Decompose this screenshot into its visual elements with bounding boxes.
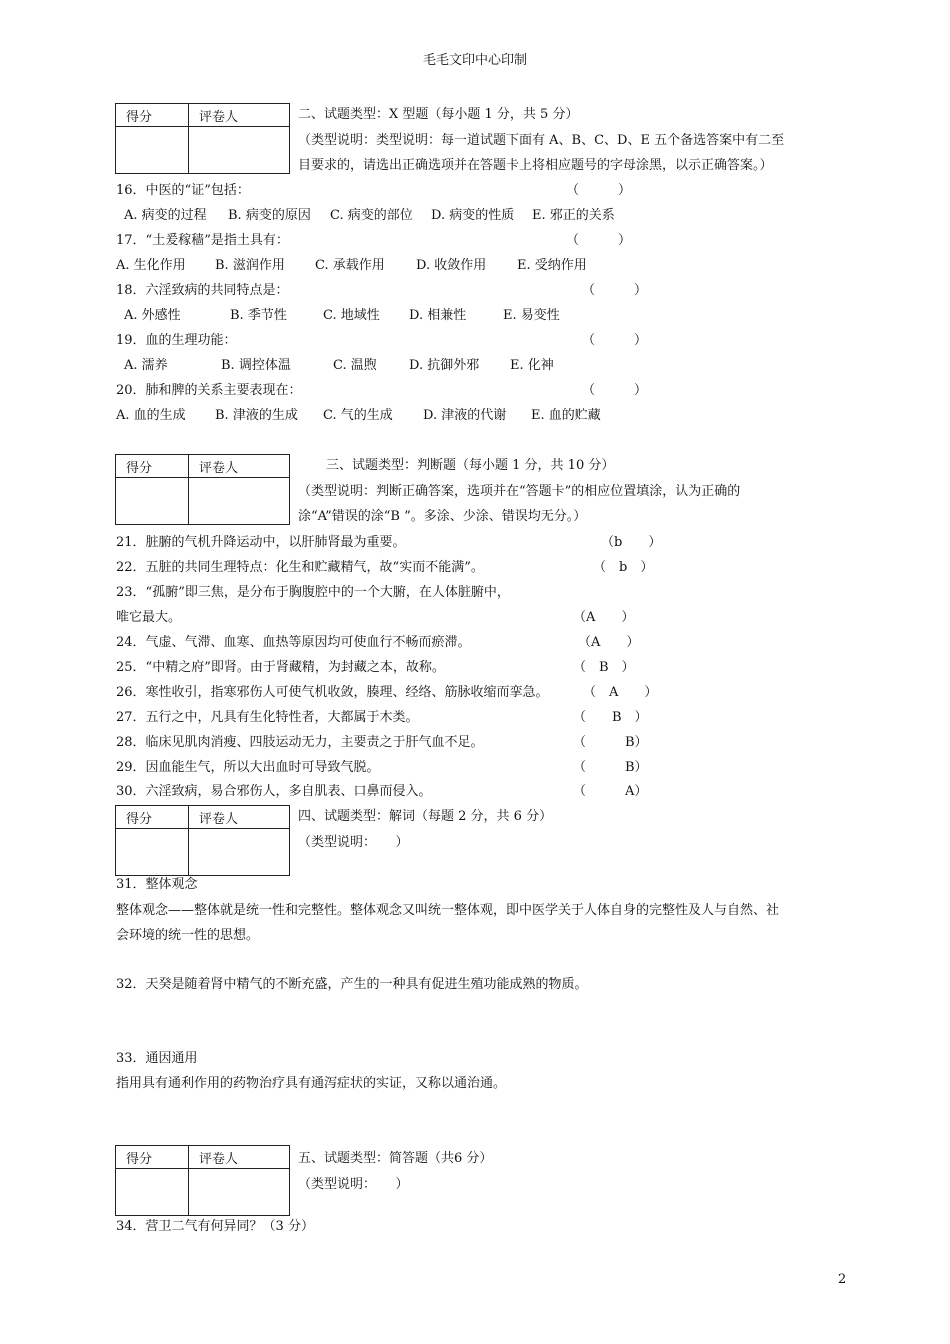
option[interactable]: C. 气的生成: [323, 408, 393, 423]
grader-cell[interactable]: [189, 1169, 290, 1216]
question-20: 20．肺和脾的关系主要表现在：: [116, 383, 302, 398]
question-18: 18．六淫致病的共同特点是：: [116, 283, 289, 298]
question-24: 24．气虚、气滞、血寒、血热等原因均可使血行不畅而瘀滞。: [116, 635, 471, 650]
question-32: 32．天癸是随着肾中精气的不断充盛，产生的一种具有促进生殖功能成熟的物质。: [116, 977, 588, 992]
score-label: 得分: [116, 1146, 189, 1169]
option[interactable]: D. 收敛作用: [416, 258, 487, 273]
sec2-note: 目要求的，请选出正确选项并在答题卡上将相应题号的字母涂黑，以示正确答案。）: [298, 158, 773, 173]
question-28: 28．临床见肌肉消瘦、四肢运动无力，主要责之于肝气血不足。: [116, 735, 484, 750]
question-17: 17．“土爰稼穑”是指土具有：: [116, 233, 289, 248]
answer-29[interactable]: （ B）: [573, 760, 648, 775]
option[interactable]: E. 化神: [510, 358, 554, 373]
answer-25[interactable]: （ B ）: [573, 660, 635, 675]
option[interactable]: B. 季节性: [230, 308, 287, 323]
option[interactable]: E. 受纳作用: [517, 258, 587, 273]
answer-21[interactable]: （b ）: [601, 535, 662, 550]
sec2-note: （类型说明：类型说明：每一道试题下面有 A、B、C、D、E 五个备选答案中有二至: [298, 133, 785, 148]
answer-33: 指用具有通利作用的药物治疗具有通泻症状的实证，又称以通治通。: [116, 1076, 507, 1091]
sec3-note: 涂“A”错误的涂“B ”。多涂、少涂、错误均无分。）: [298, 509, 587, 524]
option[interactable]: D. 相兼性: [409, 308, 467, 323]
answer-18[interactable]: （ ）: [582, 283, 648, 298]
sec5-title: 五、试题类型：简答题（共6 分）: [298, 1151, 493, 1166]
score-box-sec3: [115, 454, 290, 525]
question-33: 33．通因通用: [116, 1051, 198, 1066]
question-25: 25．“中精之府”即肾。由于肾藏精，为封藏之本，故称。: [116, 660, 445, 675]
option[interactable]: D. 津液的代谢: [423, 408, 507, 423]
option[interactable]: A. 外感性: [124, 308, 181, 323]
option[interactable]: C. 温煦: [333, 358, 377, 373]
option[interactable]: B. 津液的生成: [215, 408, 298, 423]
question-29: 29．因血能生气，所以大出血时可导致气脱。: [116, 760, 380, 775]
option[interactable]: C. 地域性: [323, 308, 380, 323]
score-label: 得分: [116, 104, 189, 127]
question-27: 27．五行之中，凡具有生化特性者，大都属于木类。: [116, 710, 419, 725]
option[interactable]: A. 血的生成: [116, 408, 186, 423]
score-box-sec5: [115, 1145, 290, 1216]
score-cell[interactable]: [116, 1169, 189, 1216]
question-23: 23．“孤腑”即三焦，是分布于胸腹腔中的一个大腑，在人体脏腑中，: [116, 585, 510, 600]
option[interactable]: A. 濡养: [124, 358, 168, 373]
grader-cell[interactable]: [189, 127, 290, 174]
option[interactable]: E. 邪正的关系: [532, 208, 615, 223]
page-number: 2: [838, 1272, 847, 1287]
sec3-title: 三、试题类型：判断题（每小题 1 分，共 10 分）: [326, 458, 615, 473]
score-box-sec4: [115, 805, 290, 876]
grader-label: 评卷人: [189, 455, 290, 478]
answer-24[interactable]: （A ）: [578, 635, 640, 650]
answer-20[interactable]: （ ）: [582, 383, 648, 398]
question-23-cont: 唯它最大。: [116, 610, 182, 625]
score-box-sec2: [115, 103, 290, 174]
answer-23[interactable]: （A ）: [573, 610, 635, 625]
grader-label: 评卷人: [189, 1146, 290, 1169]
answer-31: 整体观念——整体就是统一性和完整性。整体观念又叫统一整体观，即中医学关于人体自身的完整性及人与自然、社: [116, 903, 780, 918]
option[interactable]: C. 病变的部位: [330, 208, 413, 223]
sec4-title: 四、试题类型：解词（每题 2 分，共 6 分）: [298, 809, 553, 824]
answer-28[interactable]: （ B）: [573, 735, 648, 750]
answer-30[interactable]: （ A）: [573, 784, 648, 799]
sec3-note: （类型说明：判断正确答案，选项并在“答题卡”的相应位置填涂，认为正确的: [298, 484, 741, 499]
option[interactable]: A. 生化作用: [116, 258, 186, 273]
score-cell[interactable]: [116, 127, 189, 174]
option[interactable]: D. 病变的性质: [431, 208, 515, 223]
question-22: 22．五脏的共同生理特点：化生和贮藏精气，故“实而不能满”。: [116, 560, 484, 575]
answer-22[interactable]: （ b ）: [593, 560, 654, 575]
question-16: 16．中医的“证”包括：: [116, 183, 250, 198]
question-26: 26．寒性收引，指寒邪伤人可使气机收敛，腠理、经络、筋脉收缩而挛急。: [116, 685, 549, 700]
sec5-note: （类型说明： ）: [298, 1177, 409, 1192]
grader-label: 评卷人: [189, 104, 290, 127]
option[interactable]: B. 调控体温: [221, 358, 291, 373]
score-label: 得分: [116, 455, 189, 478]
option[interactable]: C. 承载作用: [315, 258, 385, 273]
answer-16[interactable]: （ ）: [566, 183, 632, 198]
grader-cell[interactable]: [189, 829, 290, 876]
question-21: 21．脏腑的气机升降运动中，以肝肺肾最为重要。: [116, 535, 406, 550]
sec4-note: （类型说明： ）: [298, 835, 409, 850]
option[interactable]: B. 病变的原因: [228, 208, 311, 223]
question-30: 30．六淫致病，易合邪伤人，多自肌表、口鼻而侵入。: [116, 784, 432, 799]
question-34: 34．营卫二气有何异同？（3 分）: [116, 1219, 314, 1234]
score-cell[interactable]: [116, 478, 189, 525]
answer-17[interactable]: （ ）: [566, 233, 632, 248]
question-31: 31．整体观念: [116, 877, 198, 892]
answer-31-cont: 会环境的统一性的思想。: [116, 928, 260, 943]
option[interactable]: D. 抗御外邪: [409, 358, 480, 373]
answer-27[interactable]: （ B ）: [573, 710, 648, 725]
option[interactable]: A. 病变的过程: [124, 208, 207, 223]
grader-label: 评卷人: [189, 806, 290, 829]
question-19: 19．血的生理功能：: [116, 333, 237, 348]
score-label: 得分: [116, 806, 189, 829]
score-cell[interactable]: [116, 829, 189, 876]
grader-cell[interactable]: [189, 478, 290, 525]
sec2-title: 二、试题类型：X 型题（每小题 1 分，共 5 分）: [298, 107, 579, 122]
option[interactable]: B. 滋润作用: [215, 258, 285, 273]
option[interactable]: E. 易变性: [503, 308, 560, 323]
answer-26[interactable]: （ A ）: [583, 685, 658, 700]
page-header: 毛毛文印中心印制: [422, 53, 527, 68]
option[interactable]: E. 血的贮藏: [531, 408, 601, 423]
answer-19[interactable]: （ ）: [582, 333, 648, 348]
